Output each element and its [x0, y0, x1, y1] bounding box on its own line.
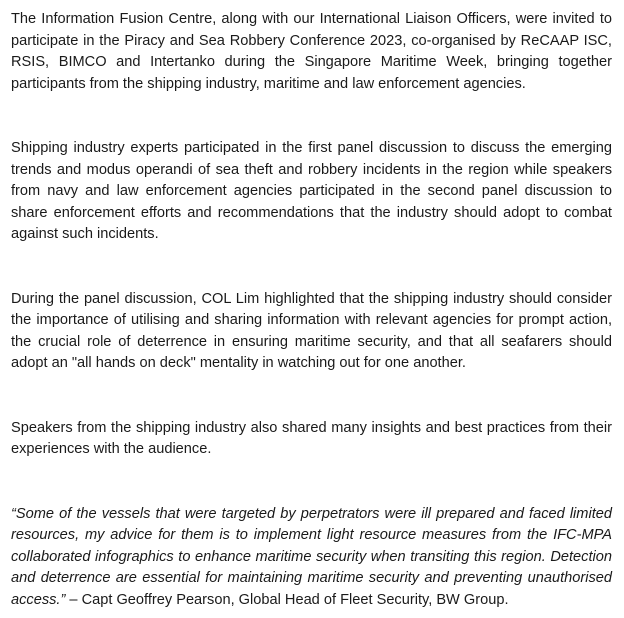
- paragraph-conference-intro: The Information Fusion Centre, along with our International Liaison Officers, were invited to participate in the Piracy and Sea Robbery Conference 2023, co-organised by ReCAAP ISC, RSIS, BIMCO and Intertanko during the Singapore Maritime Week, bringing together participants from the shipping industry, maritime and law enforcement agencies.: [11, 11, 612, 92]
- article-body: [11, 9, 612, 611]
- paragraph-industry-insights: Speakers from the shipping industry also shared many insights and best practices from their experiences with the audience.: [11, 419, 612, 457]
- paragraph-col-lim-remarks: During the panel discussion, COL Lim highlighted that the shipping industry should consider the importance of utilising and sharing information with relevant agencies for prompt action, the crucial role of deterrence in ensuring maritime security, and that all seafarers should adopt an "all hands on deck" mentality in watching out for one another.: [11, 290, 612, 371]
- paragraph-panel-discussions: Shipping industry experts participated in the first panel discussion to discuss the emerging trends and modus operandi of sea theft and robbery incidents in the region while speakers from navy and law enforcement agencies participated in the second panel discussion to share enforcement efforts and recommendations that the industry should adopt to combat against such incidents.: [11, 140, 612, 242]
- quote-block: [11, 504, 612, 612]
- quote-text: “Some of the vessels that were targeted by perpetrators were ill prepared and faced limited resources, my advice for them is to implement light resource measures from the IFC-MPA collaborated infographics to enhance maritime security when transiting this region. Detection and deterrence are essential for maintaining maritime security and preventing unauthorised access.”: [11, 505, 612, 608]
- quote-attribution: – Capt Geoffrey Pearson, Global Head of Fleet Security, BW Group.: [65, 591, 509, 608]
